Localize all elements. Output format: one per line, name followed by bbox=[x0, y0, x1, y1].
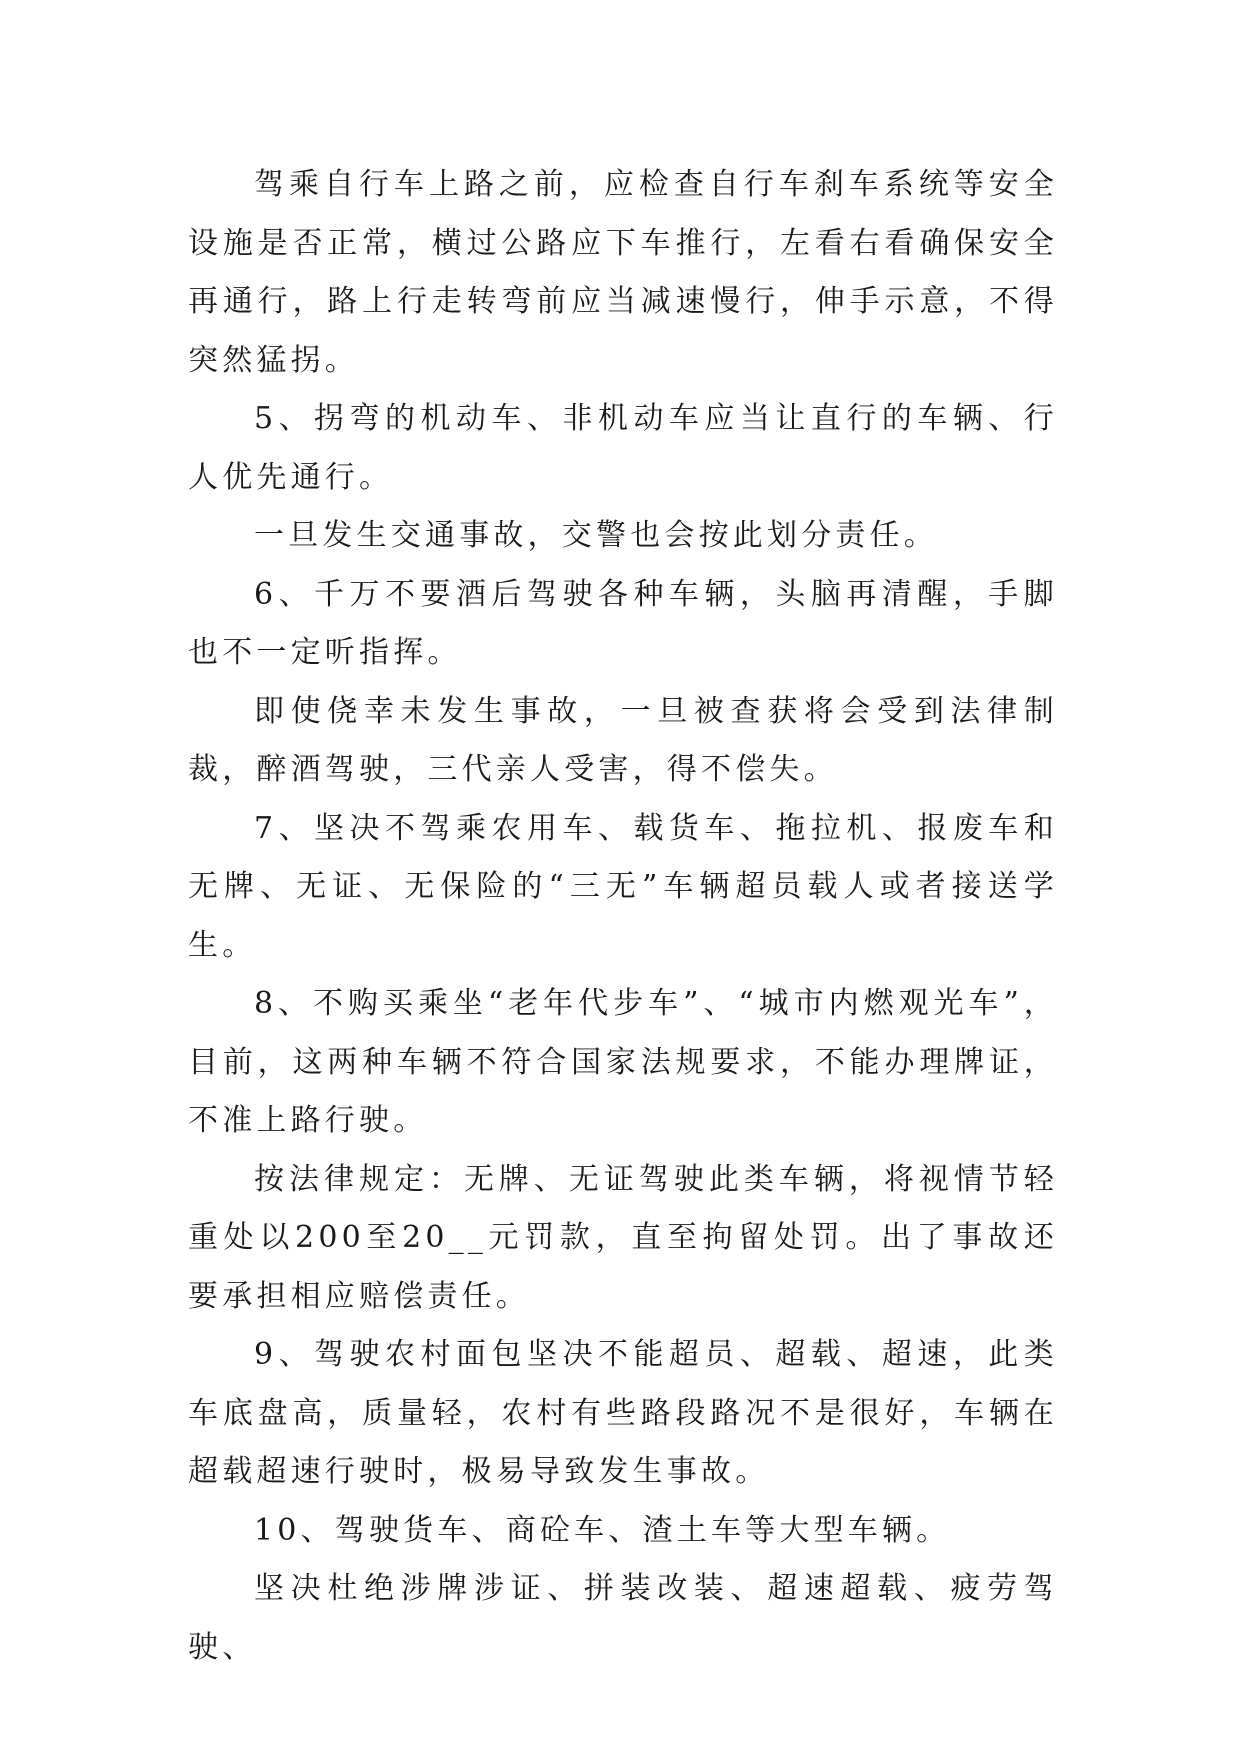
document-body bbox=[188, 156, 1058, 1677]
paragraph-drunk-driving: 即使侥幸未发生事故，一旦被查获将会受到法律制裁，醉酒驾驶，三代亲人受害，得不偿失。 bbox=[188, 693, 1058, 787]
paragraph-item-9: 9、驾驶农村面包坚决不能超员、超载、超速，此类车底盘高，质量轻，农村有些路段路况不是很好，车辆在超载超速行驶时，极易导致发生事故。 bbox=[188, 1337, 1058, 1489]
paragraph-item-5: 5、拐弯的机动车、非机动车应当让直行的车辆、行人优先通行。 bbox=[188, 401, 1058, 495]
paragraph-legal-penalty: 按法律规定：无牌、无证驾驶此类车辆，将视情节轻重处以200至20__元罚款，直至拘留处罚。出了事故还要承担相应赔偿责任。 bbox=[188, 1161, 1058, 1314]
paragraph-prohibitions: 坚决杜绝涉牌涉证、拼装改装、超速超载、疲劳驾驶、 bbox=[188, 1571, 1058, 1665]
paragraph-item-7: 7、坚决不驾乘农用车、载货车、拖拉机、报废车和无牌、无证、无保险的“三无”车辆超员载人或者接送学生。 bbox=[188, 810, 1058, 963]
paragraph-item-6: 6、千万不要酒后驾驶各种车辆，头脑再清醒，手脚也不一定听指挥。 bbox=[188, 576, 1058, 670]
paragraph-item-10: 10、驾驶货车、商砼车、渣土车等大型车辆。 bbox=[254, 1512, 951, 1548]
paragraph-bicycle-safety: 驾乘自行车上路之前，应检查自行车刹车系统等安全设施是否正常，横过公路应下车推行，左看右看确保安全再通行，路上行走转弯前应当减速慢行，伸手示意，不得突然猛拐。 bbox=[188, 167, 1058, 378]
paragraph-liability: 一旦发生交通事故，交警也会按此划分责任。 bbox=[254, 518, 938, 553]
paragraph-item-8: 8、不购买乘坐“老年代步车”、“城市内燃观光车”，目前，这两种车辆不符合国家法规要求，不能办理牌证，不准上路行驶。 bbox=[188, 986, 1058, 1138]
